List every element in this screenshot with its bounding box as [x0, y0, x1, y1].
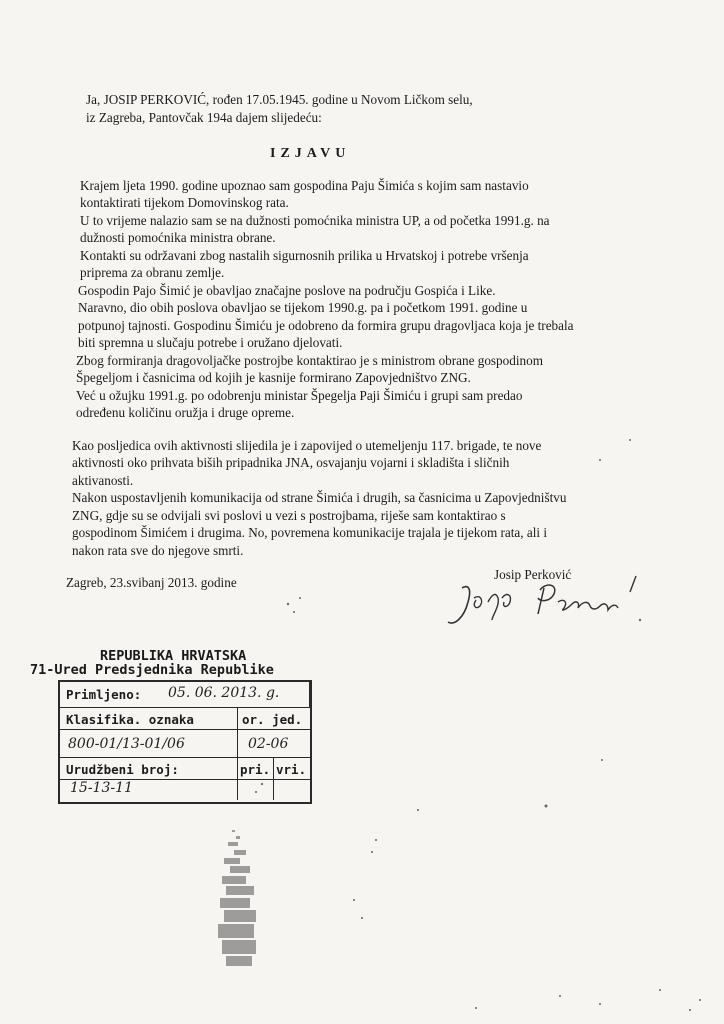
- stamp-title-1: REPUBLIKA HRVATSKA: [100, 648, 247, 664]
- body-line: Kontakti su održavani zbog nastalih sigurnosnih prilika u Hrvatskoj i potrebe vršenja: [80, 248, 529, 263]
- body-line: aktivnosti oko prihvata biših pripadnika JNA, osvajanju vojarni i skladišta i sličnih: [72, 455, 510, 470]
- body-line: potpunoj tajnosti. Gospodinu Šimiću je odobreno da formira grupu dragovljaca koja je trebala: [78, 318, 574, 333]
- signatory-name: Josip Perković: [494, 567, 572, 582]
- document-heading: IZJAVU: [270, 146, 351, 161]
- body-line: kontaktirati tijekom Domovinskog rata.: [80, 195, 289, 210]
- body-line: ZNG, gdje su se odvijali svi poslovi u vezi s postrojbama, riješe sam kontaktirao s: [72, 508, 506, 523]
- org-unit-value: 02-06: [248, 736, 289, 752]
- body-line: dužnosti pomoćnika ministra obrane.: [80, 230, 276, 245]
- body-line: gospodinom Šimićem i drugima. No, povremena komunikacije trajala je tijekom rata, ali i: [72, 525, 547, 540]
- body-line: priprema za obranu zemlje.: [80, 265, 225, 280]
- body-line: Naravno, dio obih poslova obavljao se tijekom 1990.g. pa i početkom 1991. godine u: [78, 300, 528, 315]
- stamp-title-2: 71-Ured Predsjednika Republike: [30, 662, 274, 678]
- registry-number-value: 15-13-11: [70, 780, 133, 796]
- received-date: 05. 06. 2013. g.: [168, 685, 280, 701]
- body-line: određenu količinu oružja i druge opreme.: [76, 405, 295, 420]
- intro-line-1: Ja, JOSIP PERKOVIĆ, rođen 17.05.1945. godine u Novom Ličkom selu,: [86, 92, 473, 107]
- classification-label: Klasifika. oznaka: [66, 712, 194, 727]
- org-unit-label: or. jed.: [242, 712, 303, 727]
- body-line: Nakon uspostavljenih komunikacija od strane Šimića i drugih, sa časnicima u Zapovjedništvu: [72, 490, 567, 505]
- body-line: U to vrijeme nalazio sam se na dužnosti pomoćnika ministra UP, a od početka 1991.g. na: [80, 213, 550, 228]
- classification-value: 800-01/13-01/06: [68, 736, 185, 752]
- date-place: Zagreb, 23.svibanj 2013. godine: [66, 575, 237, 590]
- body-line: nakon rata sve do njegove smrti.: [72, 543, 244, 558]
- body-line: Gospodin Pajo Šimić je obavljao značajne poslove na području Gospića i Like.: [78, 283, 496, 298]
- attachments-label: pri.: [240, 762, 271, 777]
- body-line: Kao posljedica ovih aktivnosti slijedila je i zapovijed o utemeljenju 117. brigade, te nove: [72, 438, 542, 453]
- body-line: Špegeljom i časnicima od kojih je kasnije formirano Zapovjedništvo ZNG.: [76, 370, 471, 385]
- body-line: biti spremna u slučaju potrebe i oružano djelovati.: [78, 335, 343, 350]
- registry-number-label: Urudžbeni broj:: [66, 762, 179, 777]
- body-line: Zbog formiranja dragovoljačke postrojbe kontaktirao je s ministrom obrane gospodinom: [76, 353, 543, 368]
- value-label: vri.: [276, 762, 307, 777]
- intro-line-2: iz Zagreba, Pantovčak 194a dajem slijedeću:: [86, 110, 322, 125]
- received-label: Primljeno:: [66, 687, 142, 702]
- body-line: aktivanosti.: [72, 473, 134, 488]
- body-line: Već u ožujku 1991.g. po odobrenju ministar Špegelja Paji Šimiću i grupi sam predao: [76, 388, 523, 403]
- body-line: Krajem ljeta 1990. godine upoznao sam gospodina Paju Šimića s kojim sam nastavio: [80, 178, 529, 193]
